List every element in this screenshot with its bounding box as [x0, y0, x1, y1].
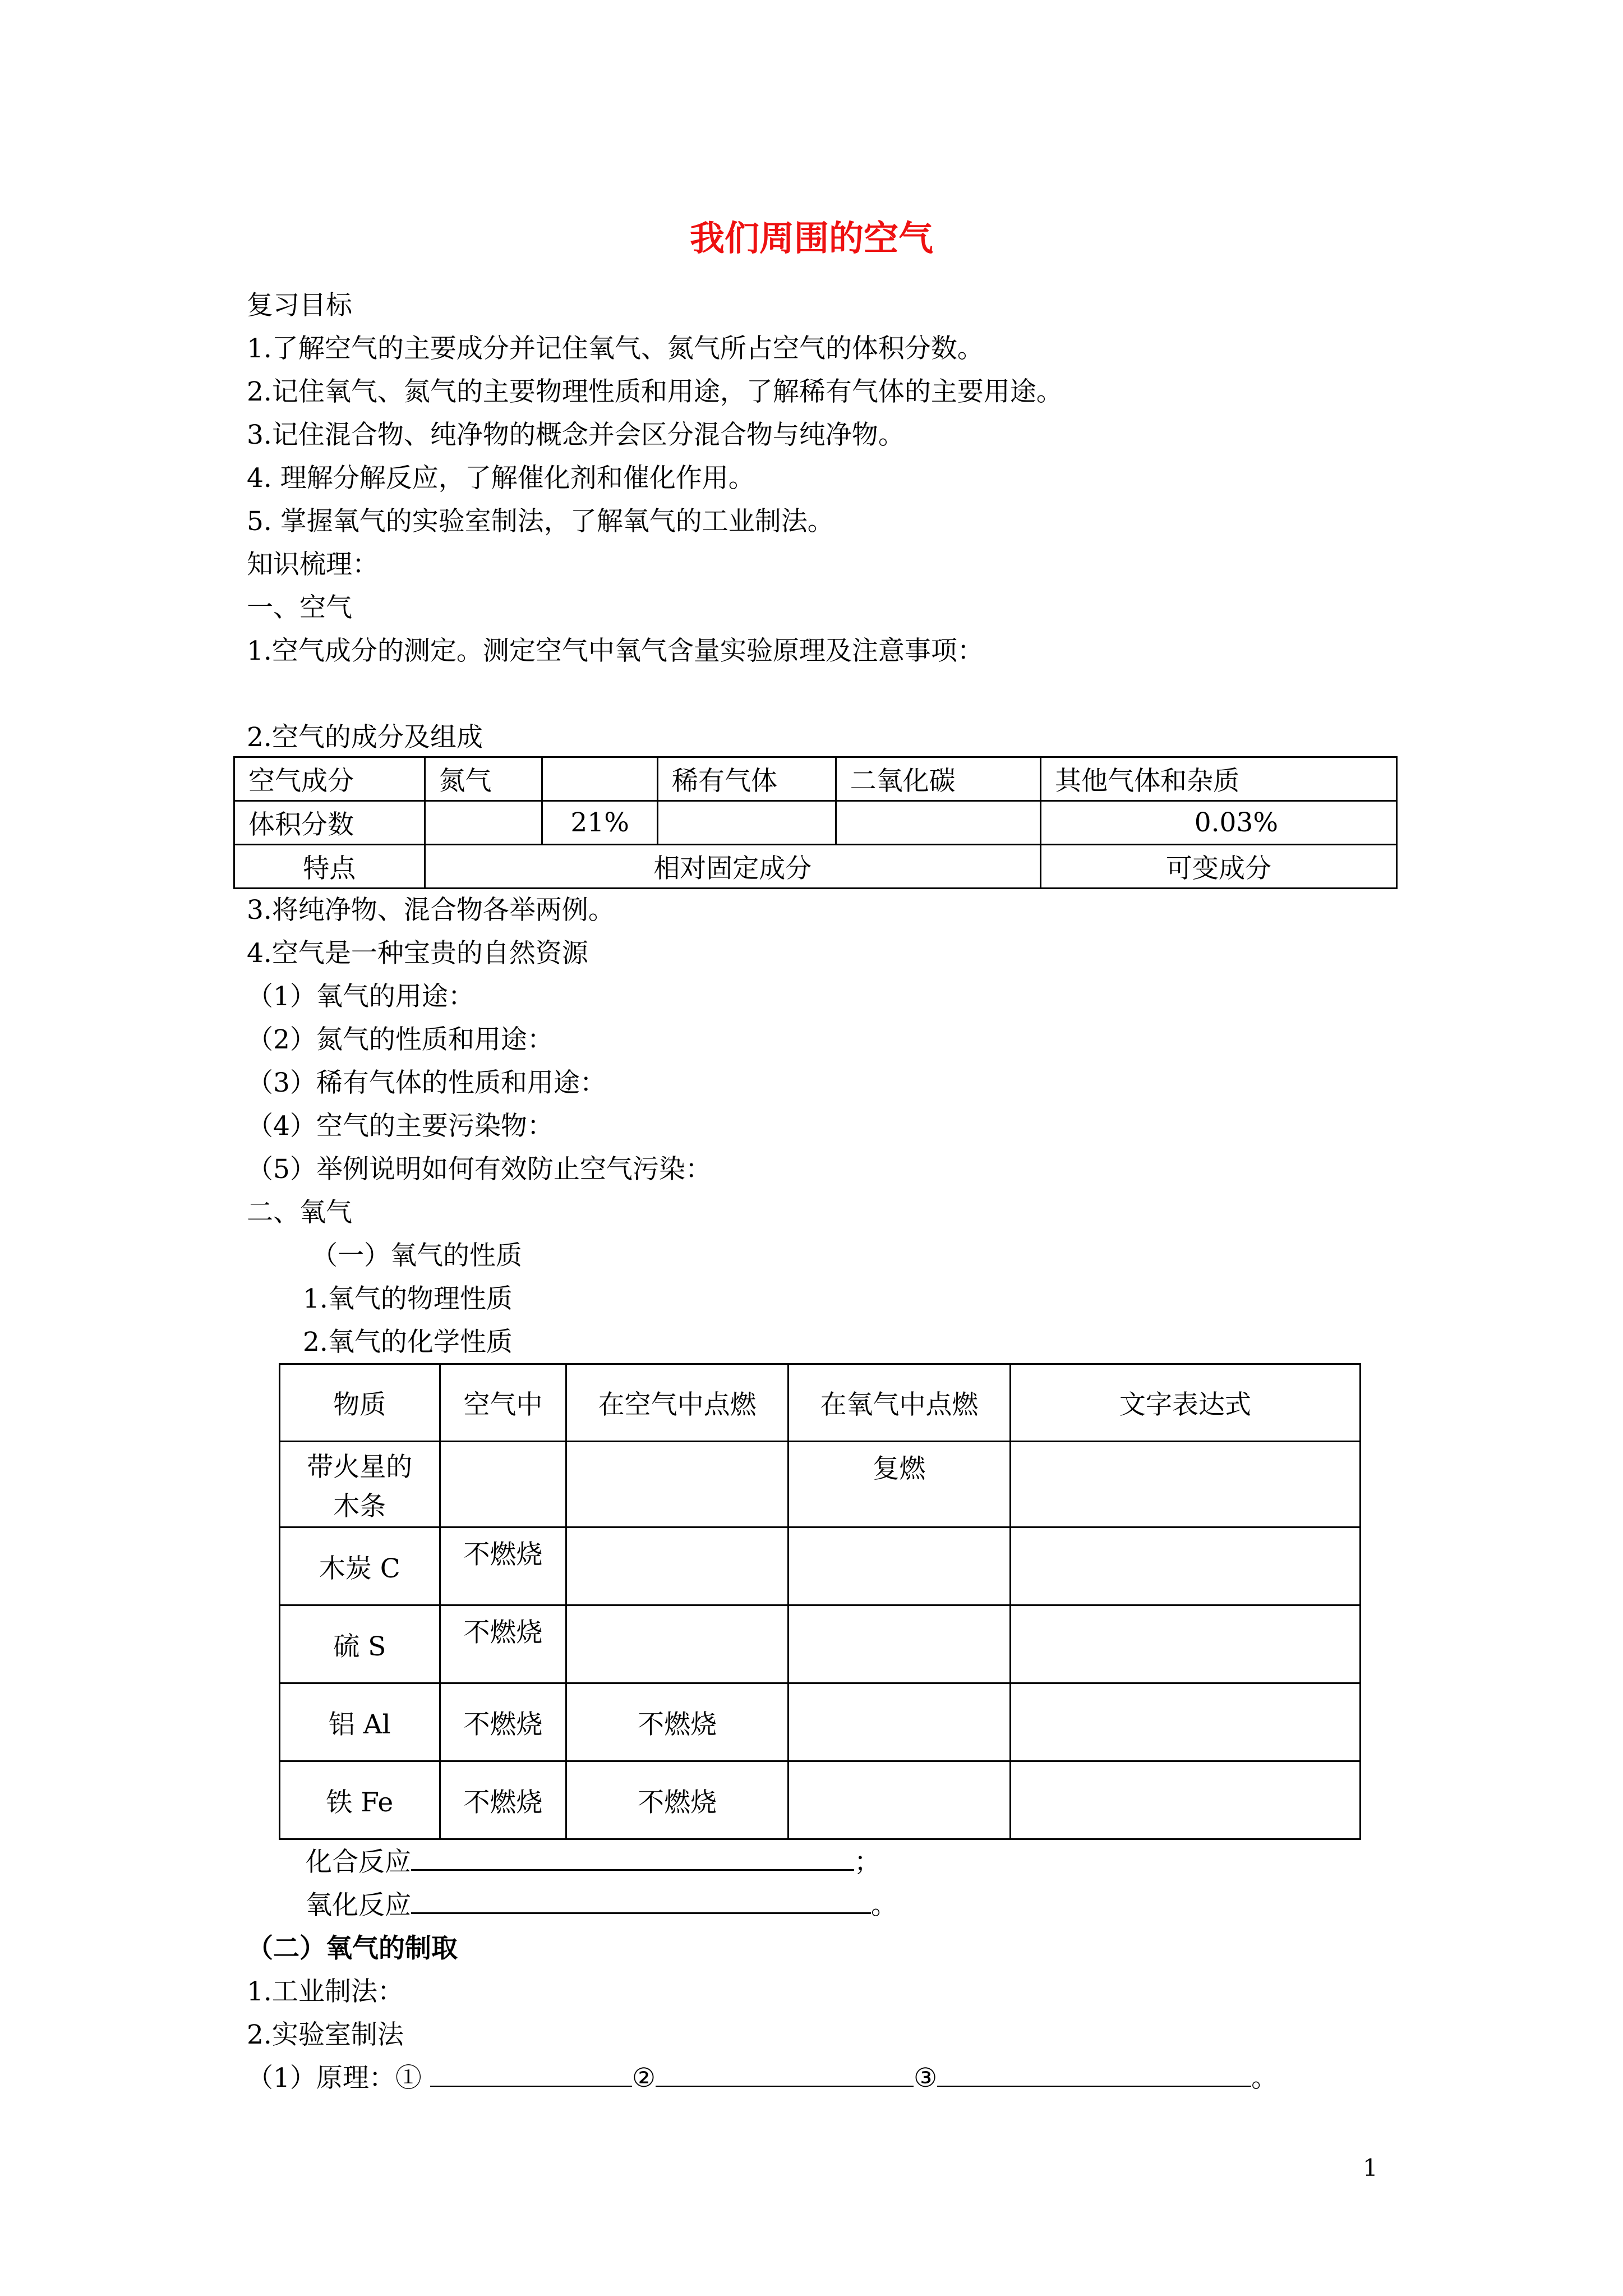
oxidation-reaction — [306, 1886, 897, 1925]
air-item-4: 4.空气是一种宝贵的自然资源 — [247, 938, 588, 969]
objective-4: 4. 理解分解反应，了解催化剂和催化作用。 — [247, 463, 755, 494]
column-header: 文字表达式 — [1010, 1364, 1360, 1442]
table-row — [280, 1761, 1361, 1839]
table-cell — [566, 1527, 789, 1605]
table-row — [280, 1442, 1361, 1527]
page-title: 我们周围的空气 — [689, 218, 933, 259]
combination-label: 化合反应 — [306, 1847, 411, 1878]
table-cell: 特点 — [234, 845, 425, 889]
table-cell — [1010, 1605, 1360, 1683]
principle-label: （1）原理： — [247, 2063, 395, 2093]
table-cell: 不燃烧 — [566, 1761, 789, 1839]
air-subitem-5: （5）举例说明如何有效防止空气污染： — [247, 1154, 712, 1185]
table-cell — [566, 1442, 789, 1527]
table-cell — [789, 1683, 1011, 1761]
oxidation-blank[interactable] — [411, 1888, 871, 1914]
table-cell — [1010, 1442, 1360, 1527]
table-cell: 不燃烧 — [566, 1683, 789, 1761]
table-cell: 相对固定成分 — [425, 845, 1041, 889]
industrial-method: 1.工业制法： — [247, 1976, 404, 2007]
combination-end: ； — [854, 1847, 880, 1878]
objectives-heading: 复习目标 — [247, 290, 352, 321]
table-cell: 带火星的木条 — [280, 1442, 440, 1527]
chemical-properties-table — [279, 1363, 1361, 1840]
oxygen-preparation-heading: （二）氧气的制取 — [247, 1933, 458, 1964]
principle-blank-2[interactable] — [656, 2061, 914, 2087]
table-cell: 氮气 — [425, 757, 542, 801]
section-oxygen-heading: 二、氧气 — [247, 1197, 352, 1228]
table-row — [280, 1527, 1361, 1605]
table-cell: 稀有气体 — [658, 757, 836, 801]
table-cell — [789, 1761, 1011, 1839]
table-cell: 复燃 — [789, 1442, 1011, 1527]
principle-blank-3[interactable] — [937, 2061, 1251, 2087]
table-cell — [789, 1605, 1011, 1683]
air-item-3: 3.将纯净物、混合物各举两例。 — [247, 895, 615, 926]
combination-reaction — [306, 1843, 880, 1882]
table-row — [280, 1605, 1361, 1683]
objective-5: 5. 掌握氧气的实验室制法，了解氧气的工业制法。 — [247, 506, 834, 537]
air-subitem-1: （1）氧气的用途： — [247, 981, 474, 1012]
column-header: 物质 — [280, 1364, 440, 1442]
composition-table — [233, 756, 1398, 889]
table-cell — [836, 801, 1040, 845]
table-cell: 不燃烧 — [440, 1683, 566, 1761]
principle-end: 。 — [1251, 2063, 1278, 2093]
lab-method: 2.实验室制法 — [247, 2019, 404, 2050]
table-cell — [1010, 1683, 1360, 1761]
oxidation-label: 氧化反应 — [306, 1890, 411, 1921]
principle-marker-2: ② — [631, 2063, 656, 2093]
air-item-2: 2.空气的成分及组成 — [247, 722, 483, 753]
principle-blank-1[interactable] — [430, 2061, 632, 2087]
section-air-heading: 一、空气 — [247, 592, 352, 623]
table-cell: 空气成分 — [234, 757, 425, 801]
composition-row — [234, 801, 1397, 845]
table-cell — [1010, 1527, 1360, 1605]
oxygen-properties-heading: （一）氧气的性质 — [311, 1240, 522, 1271]
table-cell: 可变成分 — [1041, 845, 1397, 889]
principle-marker-3: ③ — [914, 2063, 938, 2093]
table-cell — [789, 1527, 1011, 1605]
air-subitem-4: （4）空气的主要污染物： — [247, 1111, 554, 1142]
table-cell: 硫 S — [280, 1605, 440, 1683]
column-header: 在空气中点燃 — [566, 1364, 789, 1442]
principle-line — [247, 2059, 1278, 2098]
composition-row — [234, 845, 1397, 889]
objective-2: 2.记住氧气、氮气的主要物理性质和用途，了解稀有气体的主要用途。 — [247, 376, 1063, 407]
table-cell: 二氧化碳 — [836, 757, 1040, 801]
table-cell: 不燃烧 — [440, 1761, 566, 1839]
table-cell: 不燃烧 — [440, 1605, 566, 1683]
principle-marker-1: ① — [395, 2063, 422, 2093]
oxygen-physical: 1.氧气的物理性质 — [303, 1283, 513, 1314]
knowledge-heading: 知识梳理： — [247, 549, 379, 580]
air-item-1: 1.空气成分的测定。测定空气中氧气含量实验原理及注意事项： — [247, 636, 984, 666]
table-cell — [425, 801, 542, 845]
air-subitem-3: （3）稀有气体的性质和用途： — [247, 1068, 606, 1098]
table-cell: 其他气体和杂质 — [1041, 757, 1397, 801]
oxidation-end: 。 — [871, 1890, 897, 1921]
table-cell — [440, 1442, 566, 1527]
objective-3: 3.记住混合物、纯净物的概念并会区分混合物与纯净物。 — [247, 420, 905, 450]
table-cell — [566, 1605, 789, 1683]
table-cell — [542, 757, 658, 801]
table-cell: 21% — [542, 801, 658, 845]
column-header: 空气中 — [440, 1364, 566, 1442]
column-header: 在氧气中点燃 — [789, 1364, 1011, 1442]
table-row — [280, 1683, 1361, 1761]
table-header-row — [280, 1364, 1361, 1442]
page-number: 1 — [1363, 2154, 1378, 2182]
table-cell — [658, 801, 836, 845]
table-cell: 铁 Fe — [280, 1761, 440, 1839]
table-cell: 不燃烧 — [440, 1527, 566, 1605]
combination-blank[interactable] — [411, 1844, 854, 1871]
air-subitem-2: （2）氮气的性质和用途： — [247, 1024, 554, 1055]
table-cell: 铝 Al — [280, 1683, 440, 1761]
table-cell: 木炭 C — [280, 1527, 440, 1605]
objective-1: 1.了解空气的主要成分并记住氧气、氮气所占空气的体积分数。 — [247, 333, 984, 364]
table-cell: 0.03% — [1041, 801, 1397, 845]
composition-row — [234, 757, 1397, 801]
oxygen-chemical: 2.氧气的化学性质 — [303, 1327, 513, 1358]
table-cell — [1010, 1761, 1360, 1839]
table-cell: 体积分数 — [234, 801, 425, 845]
